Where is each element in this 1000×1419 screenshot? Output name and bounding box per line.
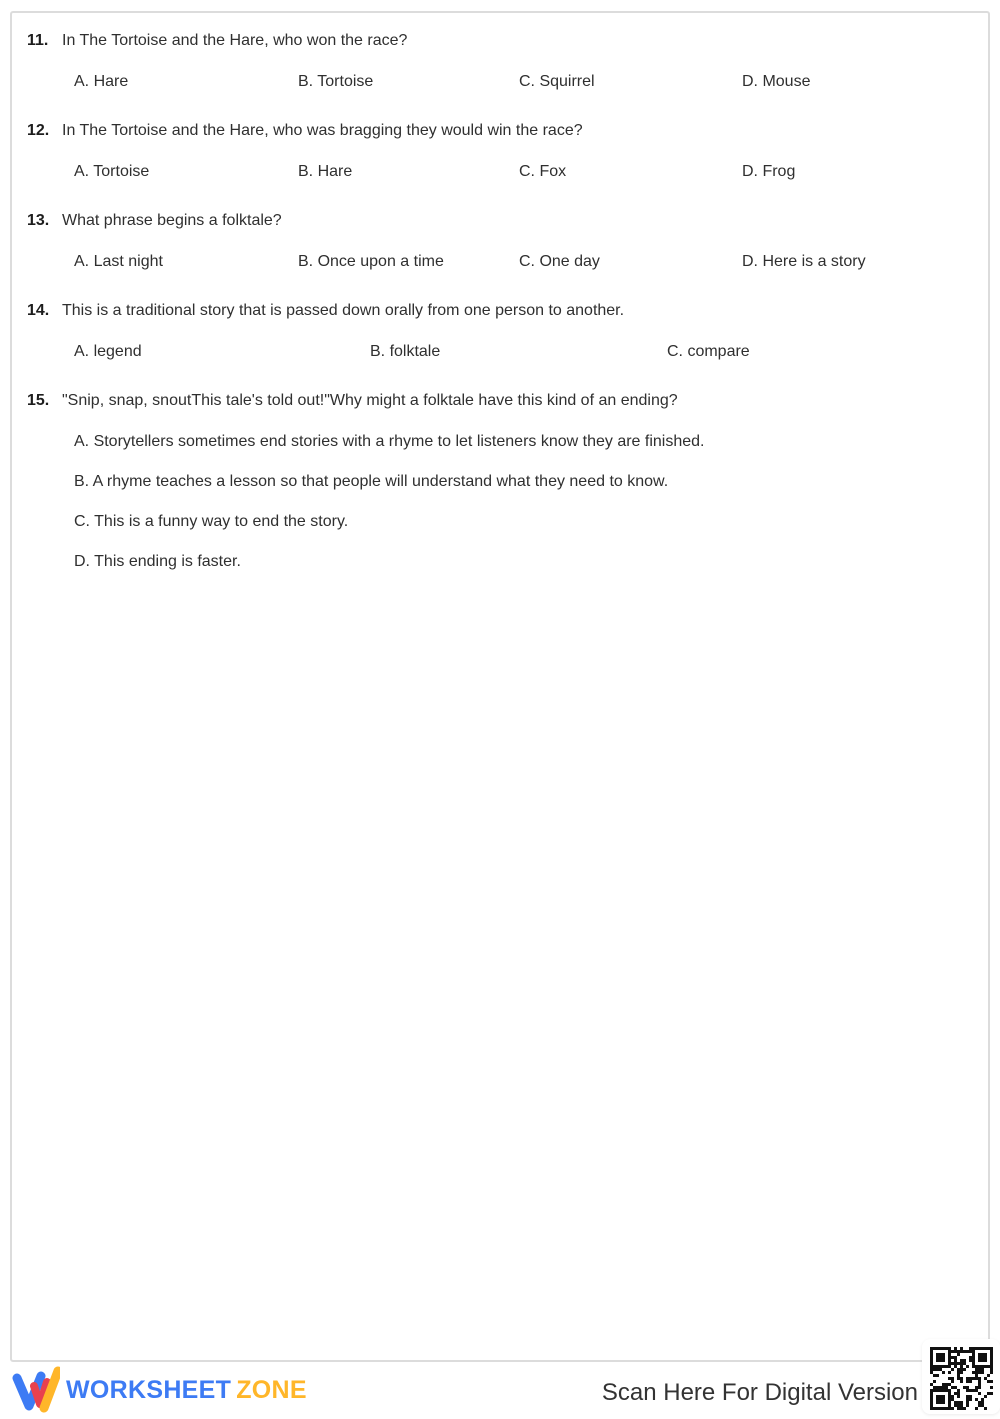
option-b: B. A rhyme teaches a lesson so that people will understand what they need to know. — [74, 473, 669, 490]
option-a: A. Last night — [74, 253, 163, 270]
question-number: 14. — [27, 302, 50, 319]
worksheet-zone-w-logo-icon — [12, 1366, 60, 1414]
option-c: C. Squirrel — [519, 73, 595, 90]
question-text: "Snip, snap, snoutThis tale's told out!"Why might a folktale have this kind of an ending? — [62, 392, 678, 409]
question-15 — [27, 388, 972, 575]
qr-code-card — [922, 1339, 1000, 1414]
question-text: This is a traditional story that is passed down orally from one person to another. — [62, 302, 625, 319]
question-11 — [27, 28, 972, 95]
option-c: C. This is a funny way to end the story. — [74, 513, 349, 530]
question-text: What phrase begins a folktale? — [62, 212, 282, 229]
option-d: D. Mouse — [742, 73, 811, 90]
question-number: 11. — [27, 32, 49, 49]
worksheet-zone-logo — [12, 1366, 307, 1414]
option-d: D. This ending is faster. — [74, 553, 241, 570]
option-a: A. Storytellers sometimes end stories with a rhyme to let listeners know they are finished. — [74, 433, 705, 450]
question-text: In The Tortoise and the Hare, who was bragging they would win the race? — [62, 122, 583, 139]
question-number: 13. — [27, 212, 50, 229]
option-c: C. One day — [519, 253, 600, 270]
worksheet-page — [10, 11, 990, 1362]
option-c: C. compare — [667, 343, 750, 360]
option-d: D. Frog — [742, 163, 796, 180]
options-row — [74, 159, 972, 185]
question-14 — [27, 298, 972, 365]
options-list — [74, 429, 972, 575]
option-b: B. Tortoise — [298, 73, 374, 90]
option-b: B. folktale — [370, 343, 441, 360]
options-row — [74, 339, 972, 365]
option-b: B. Once upon a time — [298, 253, 444, 270]
question-text: In The Tortoise and the Hare, who won the race? — [62, 32, 408, 49]
brand-name-secondary: ZONE — [236, 1375, 307, 1404]
scan-here-label: Scan Here For Digital Version — [601, 1379, 918, 1406]
option-a: A. Hare — [74, 73, 129, 90]
question-number: 15. — [27, 392, 50, 409]
question-number: 12. — [27, 122, 50, 139]
question-13 — [27, 208, 972, 275]
brand-name — [66, 1376, 307, 1405]
option-a: A. legend — [74, 343, 142, 360]
option-d: D. Here is a story — [742, 253, 866, 270]
options-row — [74, 69, 972, 95]
qr-code-icon — [930, 1347, 993, 1410]
options-row — [74, 249, 972, 275]
option-b: B. Hare — [298, 163, 353, 180]
question-12 — [27, 118, 972, 185]
option-a: A. Tortoise — [74, 163, 150, 180]
option-c: C. Fox — [519, 163, 567, 180]
brand-name-primary: WORKSHEET — [66, 1375, 232, 1404]
